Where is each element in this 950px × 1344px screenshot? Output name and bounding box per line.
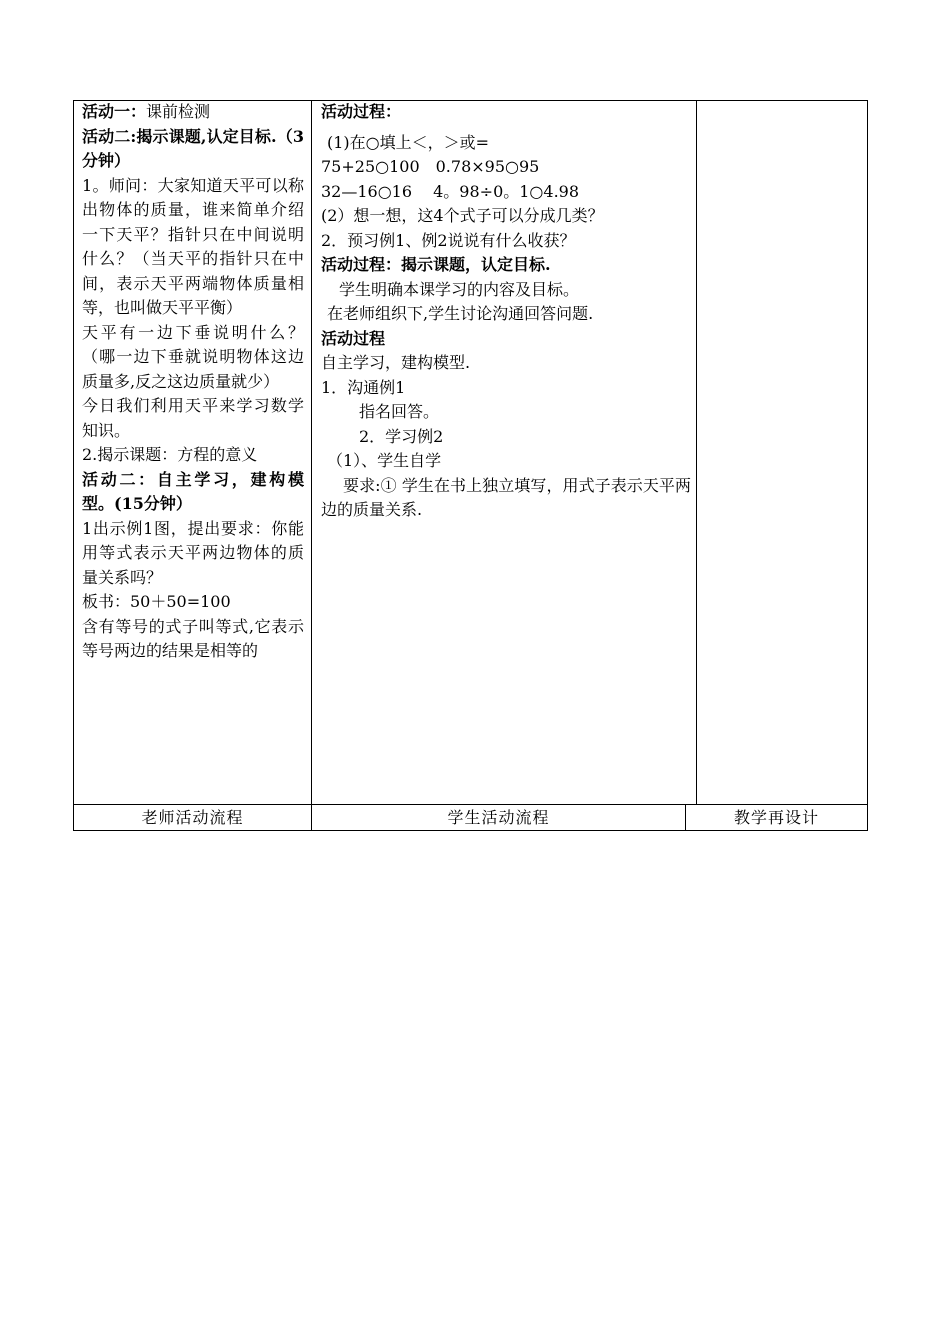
middle-heading-1: 活动过程：	[321, 102, 402, 121]
table-footer-divider	[73, 804, 868, 805]
table-left-border	[73, 100, 74, 831]
left-line-6: 2.揭示课题：方程的意义	[82, 445, 258, 464]
left-line-5: 今日我们利用天平来学习数学知识。	[82, 396, 304, 440]
left-line-10: 含有等号的式子叫等式,它表示等号两边的结果是相等的	[82, 616, 304, 660]
middle-line-8: 自主学习，建构模型.	[321, 353, 471, 372]
middle-heading-2: 活动过程：揭示课题，认定目标.	[321, 255, 551, 274]
middle-line-3: 32—16○16 4。98÷0。1○4.98	[321, 181, 580, 201]
table-divider-2-upper	[696, 100, 697, 805]
table-divider-1	[311, 100, 312, 831]
redesign-cell	[704, 100, 860, 800]
left-line-3: 1。师问：大家知道天平可以称出物体的质量，谁来简单介绍一下天平？指针只在中间说明什么？（当天平的指针只在中间，表示天平两端物体质量相等，也叫做天平平衡）	[82, 175, 304, 317]
left-line-9: 板书：50＋50=100	[82, 592, 231, 611]
middle-line-2: 75+25○100 0.78×95○95	[321, 157, 540, 176]
middle-line-10: 指名回答。	[359, 402, 440, 421]
footer-student-label: 学生活动流程	[447, 808, 550, 827]
student-activity-cell	[321, 100, 691, 800]
middle-line-11: 2．学习例2	[359, 426, 444, 446]
left-line-2: 活动二:揭示课题,认定目标.（3分钟）	[82, 126, 304, 170]
footer-teacher-label: 老师活动流程	[141, 808, 244, 827]
middle-heading-3: 活动过程	[321, 328, 386, 348]
middle-line-12: （1）、学生自学	[327, 451, 442, 470]
left-line-7: 活动二：自主学习，建构模型。(15分钟）	[82, 469, 304, 513]
middle-line-1: (1)在○填上＜，＞或=	[327, 132, 490, 152]
middle-line-7: 在老师组织下,学生讨论沟通回答问题.	[327, 304, 594, 323]
middle-line-5: 2．预习例1、例2说说有什么收获？	[321, 230, 576, 250]
middle-line-13: 要求:① 学生在书上独立填写，用式子表示天平两边的质量关系.	[321, 475, 691, 519]
middle-line-6: 学生明确本课学习的内容及目标。	[339, 279, 580, 299]
left-line-1: 活动一：课前检测	[82, 102, 211, 121]
left-line-4: 天平有一边下垂说明什么？（哪一边下垂就说明物体这边质量多,反之这边质量就少）	[82, 322, 304, 391]
table-bottom-border	[73, 830, 868, 831]
left-line-8: 1出示例1图，提出要求：你能用等式表示天平两边物体的质量关系吗？	[82, 518, 304, 587]
middle-line-4: (2）想一想，这4个式子可以分成几类？	[321, 206, 604, 225]
middle-line-9: 1．沟通例1	[321, 377, 406, 397]
teacher-activity-cell	[82, 100, 304, 800]
table-right-border	[867, 100, 868, 831]
footer-redesign-label: 教学再设计	[733, 808, 819, 827]
